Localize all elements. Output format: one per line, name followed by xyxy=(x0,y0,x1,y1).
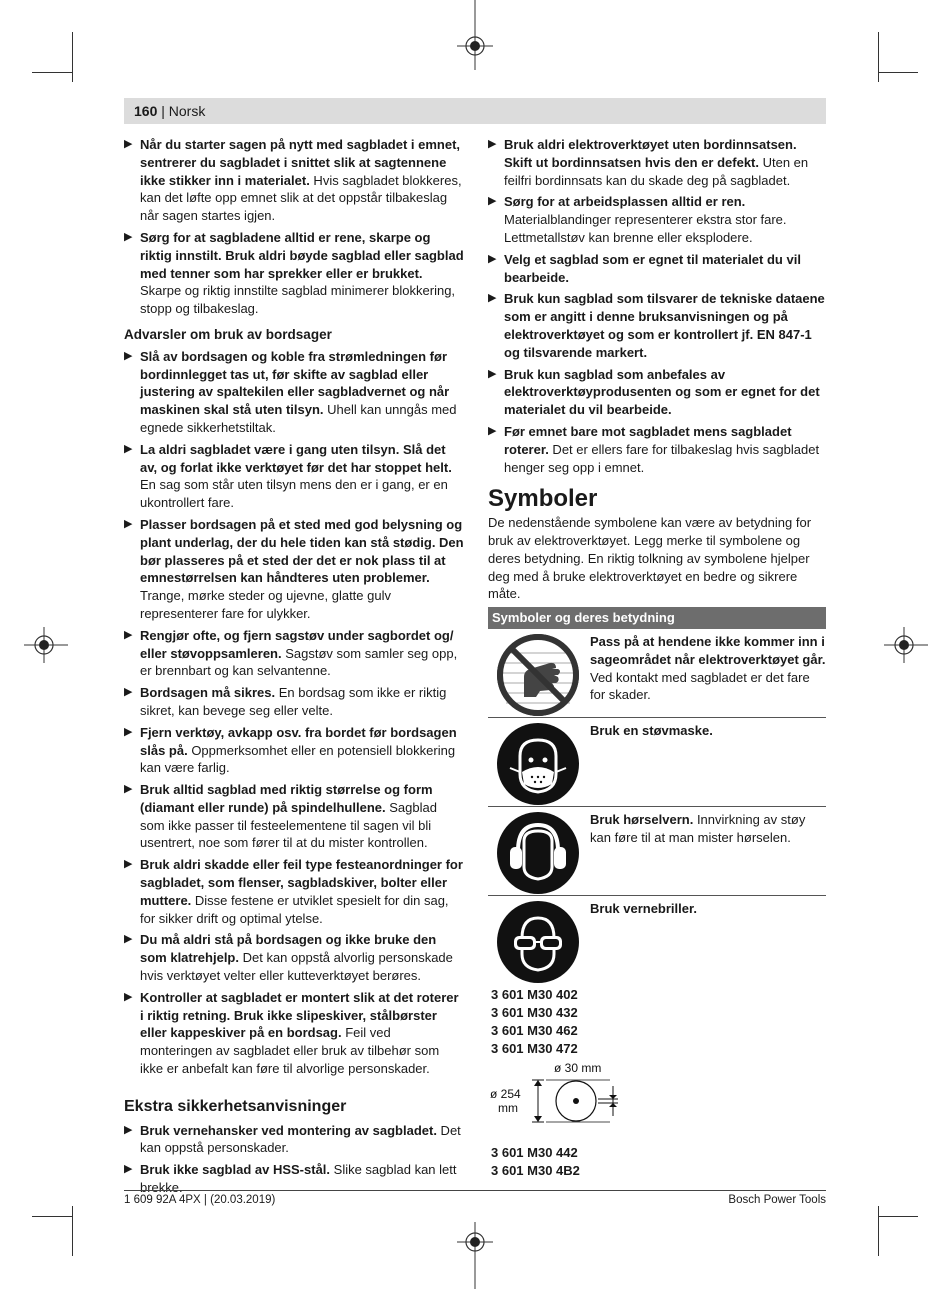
bullet-normal-text: Materialblandinger representerer ekstra stor fare. Lettmetallstøv kan brenne eller eksplodere. xyxy=(504,212,787,245)
bullet-item xyxy=(488,193,826,246)
bullet-arrow-icon: ▶ xyxy=(124,990,133,1003)
bullet-bold-text: Fjern verktøy, avkapp osv. fra bordet før bordsagen slås på. xyxy=(140,724,457,758)
bullet-item xyxy=(124,516,464,623)
left-column xyxy=(124,136,464,1201)
bullet-arrow-icon: ▶ xyxy=(124,517,133,530)
crop-mark xyxy=(32,72,72,73)
bullet-arrow-icon: ▶ xyxy=(124,1123,133,1136)
bullet-normal-text: Hvis sagbladet blokkeres, kan det løfte opp emnet slik at det oppstår tilbakeslag når sagen startes igjen. xyxy=(140,172,462,224)
bullet-item xyxy=(488,251,826,287)
page-number: 160 xyxy=(134,103,158,119)
bullet-arrow-icon: ▶ xyxy=(124,628,133,641)
bullet-item xyxy=(124,724,464,777)
right-column xyxy=(488,136,826,1180)
bullet-bold-text: Bruk aldri skadde eller feil type festeanordninger for sagbladet, som flenser, sagbladskiver, bolter eller muttere. xyxy=(140,857,463,908)
bullet-bold-text: Slå av bordsagen og koble fra strømledningen før bordinnlegget tas ut, før skifte av sagblad eller justering av spaltekilen eller sagbladvernet og når maskinen skal stå uten tilsyn. xyxy=(140,348,450,418)
bullet-bold-text: Bruk alltid sagblad med riktig størrelse og form (diamant eller runde) på spindelhullene. xyxy=(140,782,433,815)
model-number: 3 601 M30 4B2 xyxy=(491,1162,580,1178)
model-number: 3 601 M30 402 xyxy=(491,986,578,1002)
bullet-arrow-icon: ▶ xyxy=(124,138,133,150)
bullet-arrow-icon: ▶ xyxy=(488,252,497,265)
bullet-arrow-icon: ▶ xyxy=(124,230,133,243)
registration-mark-right xyxy=(884,625,928,665)
bullet-item xyxy=(488,290,826,361)
crop-mark xyxy=(878,72,918,73)
crop-mark xyxy=(878,1216,918,1217)
symbol-row xyxy=(488,629,826,718)
safety-goggles-icon xyxy=(488,900,588,980)
page-footer xyxy=(124,1190,826,1206)
bullet-arrow-icon: ▶ xyxy=(124,858,133,871)
bullet-arrow-icon: ▶ xyxy=(124,686,133,699)
saw-blade-dimension-diagram xyxy=(488,1060,628,1140)
bullet-item xyxy=(124,684,464,720)
symbol-text: Bruk hørselvern. Innvirkning av støy kan føre til at man mister hørselen. xyxy=(590,811,806,845)
bullet-arrow-icon: ▶ xyxy=(124,1163,133,1176)
footer-doc-id: 1 609 92A 4PX | (20.03.2019) xyxy=(124,1194,276,1206)
bullet-bold-text: Bruk vernehansker ved montering av sagbladet. xyxy=(140,1122,437,1138)
symbol-row xyxy=(488,807,826,896)
registration-mark-top xyxy=(455,0,495,70)
bullet-item xyxy=(124,1122,464,1158)
bullet-item xyxy=(124,856,464,927)
crop-mark xyxy=(72,32,73,82)
bullet-arrow-icon: ▶ xyxy=(124,933,133,946)
bullet-normal-text: Det er ellers fare for tilbakeslag hvis sagbladet henger seg opp i emnet. xyxy=(504,441,820,475)
bullet-bold-text: Bruk kun sagblad som anbefales av elektroverktøyprodusenten og som er egnet for det materialet du vil bearbeide. xyxy=(504,366,820,418)
crop-mark xyxy=(878,32,879,82)
bullet-normal-text: Sagblad som ikke passer til festeelementene til sagen vil bli usentrert, noe som fører til at du mister kontrollen. xyxy=(140,799,437,851)
bullet-bold-text: Bruk aldri elektroverktøyet uten bordinnsatsen. Skift ut bordinnsatsen hvis den er defekt. xyxy=(504,137,797,170)
symbol-text: Pass på at hendene ikke kommer inn i sageområdet når elektroverktøyet går. Ved kontakt med sagbladet er det fare for skader. xyxy=(590,633,826,703)
bullet-bold-text: Velg et sagblad som er egnet til materialet du vil bearbeide. xyxy=(504,251,801,285)
bullet-item xyxy=(124,136,464,225)
bullet-bold-text: Bruk ikke sagblad av HSS-stål. xyxy=(140,1162,331,1178)
bullet-bold-text: Før emnet bare mot sagbladet mens sagbladet roterer. xyxy=(504,423,792,457)
bullet-arrow-icon: ▶ xyxy=(488,195,497,208)
bullet-normal-text: Det kan oppstå alvorlig personskade hvis verktøyet velter eller kutteverktøyet berøres. xyxy=(140,950,453,984)
heading-symbols: Symboler xyxy=(488,485,598,513)
no-hands-icon xyxy=(488,633,588,711)
symbols-intro: De nedenstående symbolene kan være av betydning for bruk av elektroverktøyet. Legg merke til symbolene og deres betydning. En riktig tolkning av symbolene hjelper deg med å bruke elektroverktøyet en bedre og sikrere måte. xyxy=(488,515,812,602)
registration-mark-left xyxy=(24,625,68,665)
bullet-item xyxy=(124,781,464,852)
blade-diameter-label-2: mm xyxy=(498,1100,518,1115)
bullet-item xyxy=(488,423,826,476)
bullet-bold-text: La aldri sagbladet være i gang uten tilsyn. Slå det av, og forlat ikke verktøyet før det har stoppet helt. xyxy=(140,441,452,475)
model-number: 3 601 M30 442 xyxy=(491,1144,578,1160)
symbol-row xyxy=(488,718,826,807)
heading-extra-safety: Ekstra sikkerhetsanvisninger xyxy=(124,1097,347,1115)
subheading-table-saw: Advarsler om bruk av bordsager xyxy=(124,326,332,342)
crop-mark xyxy=(878,1206,879,1256)
model-number: 3 601 M30 472 xyxy=(491,1040,578,1056)
symbol-text: Bruk en støvmaske. xyxy=(590,722,713,738)
bullet-bold-text: Du må aldri stå på bordsagen og ikke bruke den som klatrehjelp. xyxy=(140,932,437,966)
bullet-arrow-icon: ▶ xyxy=(488,424,497,437)
model-number: 3 601 M30 432 xyxy=(491,1004,578,1020)
bullet-item xyxy=(124,989,464,1078)
bullet-bold-text: Rengjør ofte, og fjern sagstøv under sagbordet og/ eller støvoppsamleren. xyxy=(140,627,454,661)
bullet-item xyxy=(124,441,464,512)
bullet-bold-text: Sørg for at arbeidsplassen alltid er ren. xyxy=(504,194,746,210)
bullet-item xyxy=(488,136,826,189)
crop-mark xyxy=(32,1216,72,1217)
bullet-arrow-icon: ▶ xyxy=(488,138,497,150)
bullet-normal-text: En bordsag som ikke er riktig sikret, kan bevege seg eller velte. xyxy=(140,685,447,718)
bullet-arrow-icon: ▶ xyxy=(124,442,133,455)
blade-diameter-label-1: ø 254 xyxy=(490,1086,521,1101)
bullet-normal-text: Skarpe og riktig innstilte sagblad minimerer blokkering, stopp og tilbakeslag. xyxy=(140,283,456,317)
bullet-item xyxy=(124,627,464,680)
bullet-normal-text: Uten en feilfri bordinnsats kan du skade deg på sagbladet. xyxy=(504,154,809,188)
footer-brand: Bosch Power Tools xyxy=(728,1194,826,1206)
bullet-normal-text: Uhell kan unngås med egnede sikkerhetstiltak. xyxy=(140,402,457,435)
crop-mark xyxy=(72,1206,73,1256)
bullet-arrow-icon: ▶ xyxy=(124,725,133,738)
page-header-text: 160 | Norsk xyxy=(134,103,206,119)
bullet-bold-text: Når du starter sagen på nytt med sagbladet i emnet, sentrerer du sagbladet i snittet slik at sagtennene ikke stikker inn i materialet. xyxy=(140,137,461,188)
bullet-normal-text: Sagstøv som samler seg opp, er brennbart og kan selvantenne. xyxy=(140,645,458,679)
bullet-bold-text: Plasser bordsagen på et sted med god belysning og plant underlag, der du hele tiden kan stå stødig. Den bør plasseres på et sted der det er nok plass til at emnestørrelsen kan håndteres uten problemer. xyxy=(140,516,464,586)
bullet-item xyxy=(488,366,826,419)
dust-mask-icon xyxy=(488,722,588,800)
bullet-bold-text: Bruk kun sagblad som tilsvarer de tekniske dataene som er angitt i denne bruksanvisningen og på elektroverktøyet og som er kontrollert jf. EN 847-1 og tilsvarende markert. xyxy=(504,291,825,360)
bullet-item xyxy=(124,931,464,984)
bore-diameter-label: ø 30 mm xyxy=(554,1060,602,1075)
bullet-item xyxy=(124,229,464,318)
page-header xyxy=(124,98,826,124)
page-language: Norsk xyxy=(168,103,206,119)
bullet-arrow-icon: ▶ xyxy=(124,783,133,796)
registration-mark-bottom xyxy=(455,1222,495,1289)
bullet-normal-text: Slike sagblad kan lett brekke. xyxy=(140,1162,457,1196)
bullet-normal-text: Oppmerksomhet eller en potensiell blokkering kan være farlig. xyxy=(140,742,456,776)
symbols-table-header: Symboler og deres betydning xyxy=(488,607,826,629)
bullet-normal-text: Det kan oppstå personskader. xyxy=(140,1122,461,1156)
bullet-normal-text: En sag som står uten tilsyn mens den er i gang, er en ukontrollert fare. xyxy=(140,477,448,511)
bullet-normal-text: Trange, mørke steder og ujevne, glatte gulv representerer fare for ulykker. xyxy=(140,588,391,621)
bullet-bold-text: Kontroller at sagbladet er montert slik at det roterer i riktig retning. Bruk ikke slipeskiver, stålbørster eller kappeskiver på en bordsag. xyxy=(140,989,459,1041)
symbol-row xyxy=(488,896,826,986)
bullet-arrow-icon: ▶ xyxy=(124,349,133,362)
symbol-text: Bruk vernebriller. xyxy=(590,900,697,916)
model-number: 3 601 M30 462 xyxy=(491,1022,578,1038)
ear-protection-icon xyxy=(488,811,588,889)
bullet-arrow-icon: ▶ xyxy=(488,292,497,305)
bullet-arrow-icon: ▶ xyxy=(488,367,497,380)
bullet-bold-text: Bordsagen må sikres. xyxy=(140,685,276,701)
bullet-normal-text: Feil ved monteringen av sagbladet eller bruk av tilbehør som ikke er anbefalt kan føre til alvorlige personskader. xyxy=(140,1025,440,1077)
bullet-item xyxy=(124,348,464,437)
bullet-normal-text: Disse festene er utviklet spesielt for din sag, for sikker drift og optimal ytelse. xyxy=(140,892,449,926)
bullet-bold-text: Sørg for at sagbladene alltid er rene, skarpe og riktig innstilt. Bruk aldri bøyde sagblad eller sagblad med tenner som har sprekker eller er brukket. xyxy=(140,229,464,281)
